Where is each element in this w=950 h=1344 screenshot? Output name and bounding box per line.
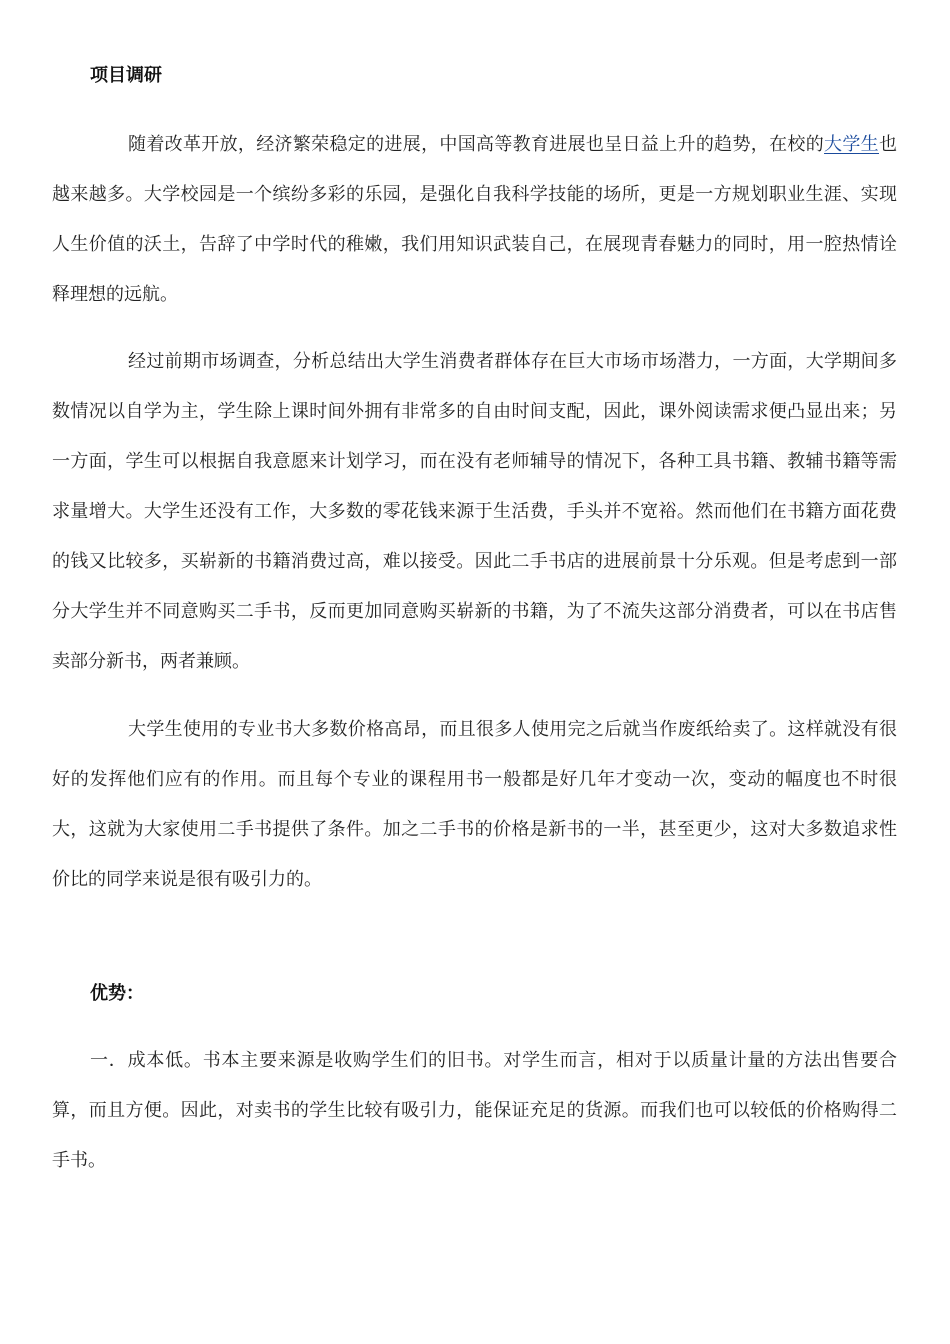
section-heading-research: 项目调研 — [90, 65, 162, 86]
paragraph-intro-text-1: 随着改革开放，经济繁荣稳定的进展，中国高等教育进展也呈日益上升的趋势，在校的 — [128, 134, 825, 155]
paragraph-intro-text-2: 也越来越多。大学校园是一个缤纷多彩的乐园，是强化自我科学技能的场所，更是一方规划职业生涯、实现人生价值的沃土，告辞了中学时代的稚嫩，我们用知识武装自己，在展现青春魅力的同时，用一腔热情诠释理想的远航。 — [52, 134, 897, 305]
section-heading-advantages: 优势： — [90, 983, 144, 1004]
paragraph-intro — [52, 120, 897, 320]
link-college-students[interactable]: 大学生 — [824, 134, 879, 155]
paragraph-textbook-cost: 大学生使用的专业书大多数价格高昂，而且很多人使用完之后就当作废纸给卖了。这样就没有很好的发挥他们应有的作用。而且每个专业的课程用书一般都是好几年才变动一次，变动的幅度也不时很大，这就为大家使用二手书提供了条件。加之二手书的价格是新书的一半，甚至更少，这对大多数追求性价比的同学来说是很有吸引力的。 — [52, 719, 897, 890]
paragraph-market-research: 经过前期市场调查，分析总结出大学生消费者群体存在巨大市场市场潜力，一方面，大学期间多数情况以自学为主，学生除上课时间外拥有非常多的自由时间支配，因此，课外阅读需求便凸显出来；另一方面，学生可以根据自我意愿来计划学习，而在没有老师辅导的情况下，各种工具书籍、教辅书籍等需求量增大。大学生还没有工作，大多数的零花钱来源于生活费，手头并不宽裕。然而他们在书籍方面花费的钱又比较多，买崭新的书籍消费过高，难以接受。因此二手书店的进展前景十分乐观。但是考虑到一部分大学生并不同意购买二手书，反而更加同意购买崭新的书籍，为了不流失这部分消费者，可以在书店售卖部分新书，两者兼顾。 — [52, 351, 897, 672]
paragraph-low-cost: 一．成本低。书本主要来源是收购学生们的旧书。对学生而言，相对于以质量计量的方法出售要合算，而且方便。因此，对卖书的学生比较有吸引力，能保证充足的货源。而我们也可以较低的价格购得二手书。 — [52, 1050, 897, 1171]
